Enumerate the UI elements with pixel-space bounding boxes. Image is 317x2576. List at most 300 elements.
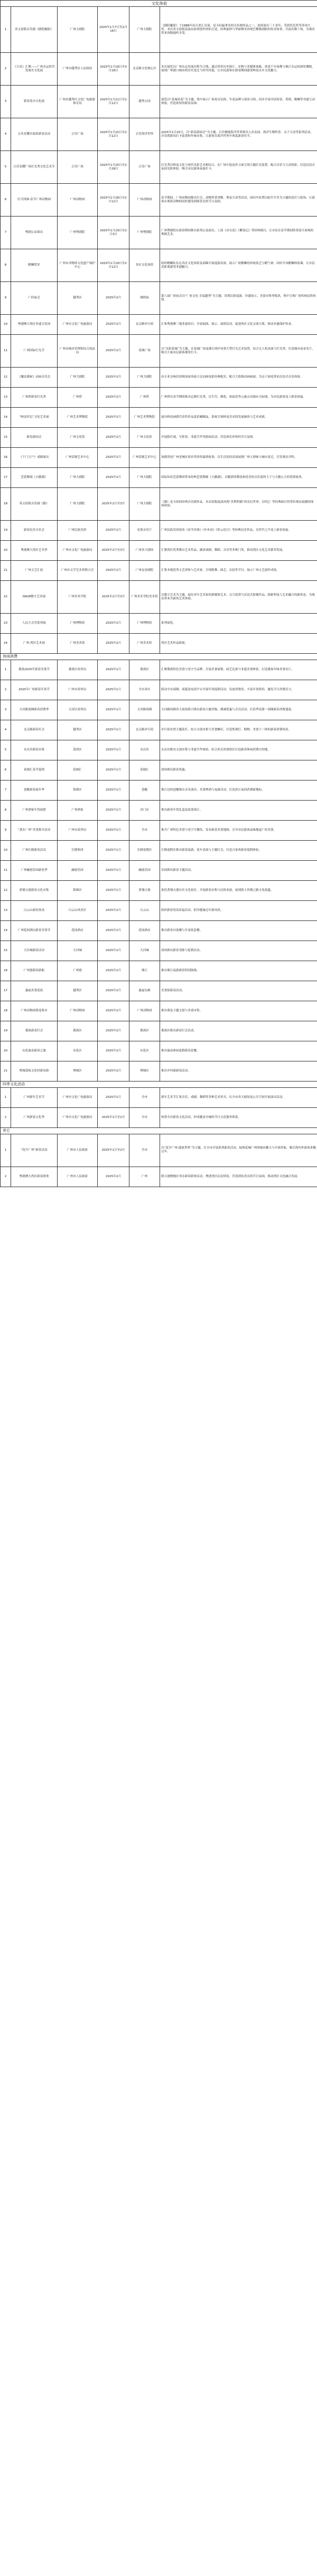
activity-description: 依托黄埔古港历史文化街区，开展新春市集与民俗表演，展现海上丝绸之路文化底蕴。 [160, 881, 317, 901]
row-index: 21 [1, 561, 11, 581]
organizer: 荔湾区 [58, 740, 98, 760]
activity-name: 白云山新春登高 [11, 901, 58, 921]
table-row [1, 660, 317, 680]
activity-description: 由专业交响乐团现场演奏迪士尼动画电影经典配乐，配合大银幕动画画面，为亲子家庭带来沉浸式音乐体验。 [160, 368, 317, 388]
row-index: 18 [1, 1001, 11, 1021]
activity-name: 人民大会堂系列展 [11, 614, 58, 634]
section-header-row [1, 1, 317, 7]
table-row [1, 581, 317, 614]
table-row [1, 1087, 317, 1107]
row-index: 1 [1, 1087, 11, 1107]
organizer: 广州美术学院 [58, 581, 98, 614]
activity-venue: 广州艺术博物院 [129, 408, 160, 428]
activity-description: 推出乡村游新春活动。 [160, 1061, 317, 1082]
organizer: 广州话剧艺术中心 [58, 448, 98, 468]
row-index: 23 [1, 614, 11, 634]
activity-venue: 花城广场 [129, 335, 160, 368]
activity-description: 新年艺术节汇集音乐、戏剧、舞蹈等多种艺术形式，在全市各大剧场及公共空间开展演出活动。 [160, 1087, 317, 1107]
activity-description: 组织新春登高祈福活动，倡导健康过年新风尚。 [160, 901, 317, 921]
activity-description: 步行街布置主题花灯，结合文创市集与美食摊位，打造集观灯、购物、美食于一体的新春消费场景。 [160, 720, 317, 740]
activity-name: GN28数字艺术展 [11, 581, 58, 614]
organizer: 番禺区 [58, 1021, 98, 1041]
activity-name: 广州酒家年货展销 [11, 801, 58, 821]
activity-venue: 北京路步行街 [129, 315, 160, 335]
organizer: 广州酒家 [58, 801, 98, 821]
table-row [1, 1041, 317, 1061]
organizer: 越秀区 [58, 720, 98, 740]
activity-venue: 正佳海洋世界 [129, 118, 160, 151]
organizer: 增城区 [58, 1061, 98, 1082]
activity-name: 琶醍新春嘉年华 [11, 781, 58, 801]
activity-name: 芭蕾舞剧《天鹅湖》 [11, 468, 58, 488]
table-row [1, 941, 317, 961]
row-index: 8 [1, 249, 11, 282]
row-index: 17 [1, 468, 11, 488]
row-index: 14 [1, 408, 11, 428]
activity-name: 花城汇春节促销 [11, 760, 58, 781]
row-index: 2 [1, 53, 11, 86]
section-title: 其它 [1, 1127, 317, 1134]
activity-description: 灯光秀以岭南文化与现代光影艺术相结合，在广场中庭及外立面呈现主题灯光装置，配合音乐与互动投影，打造沉浸式夜间光影体验，吸引市民游客夜游打卡。 [160, 151, 317, 184]
activity-venue: 惠福东路 [129, 981, 160, 1001]
activity-description: 湾区艺术作品联展。 [160, 634, 317, 654]
activity-date: 2025年2月 [98, 1001, 129, 1021]
table-row [1, 781, 317, 801]
row-index: 11 [1, 861, 11, 881]
organizer: 广州大剧院 [58, 7, 98, 53]
activity-date: 2025年2月 [98, 961, 129, 981]
activity-venue: 全市 [129, 821, 160, 841]
row-index: 5 [1, 151, 11, 184]
activity-description: 推出萌宠主题文创与美食市集。 [160, 1001, 317, 1021]
activity-venue: 花城汇 [129, 760, 160, 781]
activity-name: “食在广州”美食推介活动 [11, 821, 58, 841]
row-index: 14 [1, 921, 11, 941]
activity-name: 2025年广州新春年货节 [11, 680, 58, 700]
activity-name: “花开广州”新春活动 [11, 1134, 58, 1167]
activity-venue: 正佳广场 [129, 151, 160, 184]
activity-venue: 广州话剧艺术中心 [129, 448, 160, 468]
activity-date: 2025年2月 [98, 368, 129, 388]
table-row [1, 740, 317, 760]
activity-date: 2025年1月 [98, 801, 129, 821]
organizer: 广州塔 [58, 388, 98, 408]
activity-date: 2025年2月 [98, 282, 129, 315]
row-index: 15 [1, 941, 11, 961]
activity-date: 2025年2月 [98, 941, 129, 961]
organizer: 天河城 [58, 941, 98, 961]
activity-date: 2025年1月至2月 [98, 1107, 129, 1127]
row-index: 6 [1, 184, 11, 217]
activity-venue: 长隆度假区 [129, 841, 160, 861]
table-row [1, 1134, 317, 1167]
organizer: 越秀区 [58, 981, 98, 1001]
activity-venue: 北京路文化核心区 [129, 53, 160, 86]
activity-name: 《魔法满屋》动画音乐会 [11, 368, 58, 388]
activity-venue: 全市 [129, 1134, 160, 1167]
activity-venue: 广州 [129, 1167, 160, 1187]
row-index: 7 [1, 781, 11, 801]
activity-venue: 北京路步行街 [129, 720, 160, 740]
activity-description: 统筹全市新春文化活动，形成覆盖全城的节日文化服务体系。 [160, 1107, 317, 1127]
activity-name: 番禺2025年新春美食节 [11, 660, 58, 680]
activity-description: 以数字艺术为主题，展出青年艺术家的新媒体艺术、交互装置与沉浸式影像作品，探索科技与艺术融合的新形态，为观众带来全新的艺术体验。 [160, 581, 317, 614]
row-index: 18 [1, 488, 11, 521]
activity-date: 2025年2月 [98, 981, 129, 1001]
organizer: 广州港 [58, 961, 98, 981]
activity-venue: 花园酒店 [129, 921, 160, 941]
activity-venue: 各区文化场馆 [129, 249, 160, 282]
activity-description: 长隆度假区推出新春巡游、花车表演与主题灯会，打造合家欢新春度假体验。 [160, 841, 317, 861]
activity-description: 推出新春年货礼盒及盆菜预订。 [160, 801, 317, 821]
table-row [1, 488, 317, 521]
activity-venue: 广州动物园 [129, 1001, 160, 1021]
activity-description: 以“花开广州·盛放世界”为主题，在全市开展系列新春活动，展现花城广州的城市魅力与开放形象，吸引海内外游客来穗过年。 [160, 1134, 317, 1167]
activity-description: 商场推出新春优惠。 [160, 760, 317, 781]
activity-venue: 珠江 [129, 961, 160, 981]
organizer: 从化区 [58, 1041, 98, 1061]
activity-description: 该剧讲述广州老城区街坊邻里的温情故事，以生活化的表演展现广州人情味与城市变迁，引发观众共鸣。 [160, 448, 317, 468]
activity-name: 天河路商圈新春消费季 [11, 700, 58, 720]
row-index: 11 [1, 335, 11, 368]
activity-name: 广州塔新春灯光秀 [11, 388, 58, 408]
activity-venue: 全市 [129, 1087, 160, 1107]
activity-date: 2025年2月 [98, 1041, 129, 1061]
activity-date: 2025年2月至3月 [98, 488, 129, 521]
activity-date: 2025年2月 [98, 614, 129, 634]
activity-venue: 广州文化馆 [129, 428, 160, 448]
table-row [1, 151, 317, 184]
activity-description: 汇聚番禺特色美食与老字号品牌，开展美食展销、厨艺比拼与非遗美食体验，打造番禺年味美食名片。 [160, 660, 317, 680]
activity-venue: 广州友谊剧院 [129, 561, 160, 581]
activity-venue: 各门店 [129, 801, 160, 821]
activity-name: 广州国际灯光节 [11, 335, 58, 368]
organizer: 广州大剧院 [58, 368, 98, 388]
row-index: 6 [1, 760, 11, 781]
activity-date: 2025年1月25日至2月28日 [98, 151, 129, 184]
table-row [1, 541, 317, 561]
activity-description: 汇集粤港澳三地非遗项目，开展展演、展示、展销活动，促进湾区文化交流互鉴，推动非遗保护传承。 [160, 315, 317, 335]
table-row [1, 1001, 317, 1021]
activity-date: 2025年1月21日至2月12日 [98, 86, 129, 118]
table-row [1, 614, 317, 634]
organizer: 白云山风景区 [58, 901, 98, 921]
activity-venue: 城隍庙 [129, 282, 160, 315]
activity-venue: 广州美术学院美术馆 [129, 581, 160, 614]
activity-table [0, 0, 317, 1187]
activity-date: 2025年2月 [98, 1167, 129, 1187]
activity-venue: 星海音乐厅 [129, 521, 160, 541]
activity-name: 粤港澳大湾区非遗文化周 [11, 315, 58, 335]
activity-date: 2025年1月 [98, 680, 129, 700]
activity-venue: 番禺区 [129, 660, 160, 680]
activity-description: 以“光影花城”为主题，在花城广场及珠江两岸布置大型灯光艺术装置，结合无人机表演与灯光秀，打造城市夜景名片，吸引大量市民游客观赏打卡。 [160, 335, 317, 368]
organizer: 广州动物园 [58, 184, 98, 217]
activity-description: 系列展览。 [160, 614, 317, 634]
activity-description: 乐园推出新春主题活动。 [160, 861, 317, 881]
organizer: 广州博物馆 [58, 614, 98, 634]
table-row [1, 468, 317, 488]
activity-venue: 广州粤剧院 [129, 217, 160, 249]
activity-venue: 广州塔 [129, 388, 160, 408]
table-row [1, 720, 317, 740]
organizer: 花城汇 [58, 760, 98, 781]
row-index: 2 [1, 1167, 11, 1187]
activity-name: 新春花市文化展 [11, 86, 58, 118]
table-row [1, 249, 317, 282]
row-index: 17 [1, 981, 11, 1001]
organizer: 广州市文化广电旅游局 [58, 541, 98, 561]
activity-venue: 广州大剧院 [129, 368, 160, 388]
activity-venue: 广州大剧院 [129, 468, 160, 488]
organizer: 天河区商务局 [58, 700, 98, 720]
row-index: 2 [1, 680, 11, 700]
row-index: 3 [1, 700, 11, 720]
activity-venue: 广州美术馆 [129, 634, 160, 654]
organizer: 广州市越秀区文化广电旅游体育局 [58, 86, 98, 118]
activity-name: 广州新年艺术节 [11, 1087, 58, 1107]
activity-description: 番禺区推出新春灯会活动。 [160, 1021, 317, 1041]
table-row [1, 118, 317, 151]
table-row [1, 921, 317, 941]
table-row [1, 448, 317, 468]
activity-venue: 全市 [129, 1107, 160, 1127]
row-index: 9 [1, 821, 11, 841]
activity-description: 汇集本地优秀文艺团体与艺术家，呈现歌舞、曲艺、杂技等节目，展示广州文艺创作成果。 [160, 561, 317, 581]
table-row [1, 841, 317, 861]
activity-date: 2025年1月 [98, 781, 129, 801]
section-header-row [1, 1127, 317, 1134]
row-index: 22 [1, 581, 11, 614]
table-row [1, 1107, 317, 1127]
organizer: 广州市人民政府 [58, 1134, 98, 1167]
table-row [1, 184, 317, 217]
table-row [1, 821, 317, 841]
table-row [1, 1167, 317, 1187]
activity-name: “岭南印记”文化艺术展 [11, 408, 58, 428]
activity-name: 新春游园会 [11, 428, 58, 448]
row-index: 20 [1, 1041, 11, 1061]
activity-date: 2025年2月 [98, 634, 129, 654]
activity-description: 国际知名芭蕾舞团带来经典芭蕾舞剧《天鹅湖》，以精湛的舞技和优美的音乐演绎王子与天鹅公主的爱情故事。 [160, 468, 317, 488]
organizer: 广州市商务局 [58, 680, 98, 700]
activity-date: 2025年2月 [98, 901, 129, 921]
activity-description: 推介广州特色美食与老字号餐饮，发布新春美食地图，引导市民游客品味地道广府美食。 [160, 821, 317, 841]
activity-name: 《千门万户》戏剧演出 [11, 448, 58, 468]
activity-description: 推出新春自助餐与年夜饭套餐。 [160, 921, 317, 941]
activity-date: 2025年1月 [98, 1087, 129, 1107]
activity-name: 英文原版音乐剧《剧院魅影》 [11, 7, 58, 53]
section-title: 四季文化活动 [1, 1082, 317, 1088]
activity-name: 广州长隆新春活动 [11, 841, 58, 861]
organizer: 融创乐园 [58, 861, 98, 881]
activity-date: 2025年2月 [98, 428, 129, 448]
row-index: 7 [1, 217, 11, 249]
activity-venue: 广州博物馆 [129, 614, 160, 634]
table-row [1, 861, 317, 881]
table-row [1, 634, 317, 654]
table-row [1, 1061, 317, 1082]
activity-date: 2025年2月 [98, 1061, 129, 1082]
row-index: 4 [1, 720, 11, 740]
table-row [1, 801, 317, 821]
activity-name: 《天星》汇聚——广州水运时代发展史文化展 [11, 53, 58, 86]
row-index: 21 [1, 1061, 11, 1082]
activity-description: 美食街新春活动。 [160, 981, 317, 1001]
activity-date: 2025年2月 [98, 408, 129, 428]
row-index: 10 [1, 841, 11, 861]
activity-date: 2025年1月 [98, 841, 129, 861]
table-row [1, 981, 317, 1001]
activity-description: 本次展览以广州水运发展历程为主线，通过珍贵历史图片、实物与多媒体展陈，讲述千年商都与珠江水运的深厚渊源，展现广州港口城市的历史变迁与时代风貌，让市民游客在新春期间感受岭南水乡文化魅力。 [160, 53, 317, 86]
activity-name: 粤港澳大湾区新春联欢 [11, 1167, 58, 1187]
activity-description: 推出珠江夜游新春特别航线。 [160, 961, 317, 981]
activity-date: 2025年2月 [98, 335, 129, 368]
activity-name: 英文原版音乐剧《猫》 [11, 488, 58, 521]
activity-venue: 从化区 [129, 1041, 160, 1061]
organizer: 广州艺术博物院 [58, 408, 98, 428]
organizer: 海珠区 [58, 781, 98, 801]
activity-description: 推出温泉休闲度假新春套餐。 [160, 1041, 317, 1061]
activity-date: 2025年2月 [98, 448, 129, 468]
table-row [1, 217, 317, 249]
row-index: 20 [1, 541, 11, 561]
table-row [1, 901, 317, 921]
table-row [1, 881, 317, 901]
activity-description: 第八届广府庙会以“广府文化·幸福越秀”为主题，设置民俗巡游、非遗展示、美食市集等板块，集中呈现广府传统民俗风情。 [160, 282, 317, 315]
activity-date: 2025年2月 [98, 921, 129, 941]
activity-date: 2025年2月 [98, 388, 129, 408]
activity-date: 2025年1月 [98, 861, 129, 881]
table-row [1, 53, 317, 86]
organizer: 广州文化馆 [58, 428, 98, 448]
table-row [1, 388, 317, 408]
organizer: 广州粤剧院 [58, 217, 98, 249]
activity-venue: 广州大剧院 [129, 488, 160, 521]
activity-name: 广州融创乐园新春季 [11, 861, 58, 881]
section-title: 文化体验 [1, 1, 317, 7]
row-index: 19 [1, 1021, 11, 1041]
activity-name: 广州文艺汇演 [11, 561, 58, 581]
table-row [1, 315, 317, 335]
activity-description: 展览以“花城看花”为主题，集中展示广府花市民俗、年花品种与迎春习俗，同步开展书法挥春、剪纸、醒狮等非遗互动体验，营造浓厚的新春氛围。 [160, 86, 317, 118]
activity-name: 正佳星耀广场灯光秀文化艺术节 [11, 151, 58, 184]
activity-venue: 增城区 [129, 1061, 160, 1082]
row-index: 3 [1, 86, 11, 118]
row-index: 12 [1, 368, 11, 388]
activity-venue: 融创乐园 [129, 861, 160, 881]
activity-venue: 白云山 [129, 901, 160, 921]
activity-description: 联动全市商圈、商超及电商平台开展年货促销活动，发放消费券，丰富年货供给，激发节日消费活力。 [160, 680, 317, 700]
activity-name: 广州·湾区艺术展 [11, 634, 58, 654]
table-row [1, 408, 317, 428]
activity-date: 2025年2月至3月 [98, 581, 129, 614]
activity-date: 2025年1月 [98, 881, 129, 901]
activity-description: 永庆坊推出文创市集与非遗手作体验，结合西关风情街区打造新春休闲消费目的地。 [160, 740, 317, 760]
row-index: 13 [1, 901, 11, 921]
activity-date: 2025年1月29日至2月3日 [98, 217, 129, 249]
activity-venue: 永庆坊 [129, 740, 160, 760]
table-row [1, 7, 317, 53]
organizer: 广州市非物质文化遗产保护中心 [58, 249, 98, 282]
table-row [1, 368, 317, 388]
activity-date: 2025年2月至3月 [98, 541, 129, 561]
activity-date: 2025年2月 [98, 468, 129, 488]
table-row [1, 700, 317, 720]
activity-name: 粤港澳大湾区艺术季 [11, 541, 58, 561]
row-index: 2 [1, 1107, 11, 1127]
table-row [1, 282, 317, 315]
activity-name: 北京路新春灯会 [11, 720, 58, 740]
activity-date: 2025年1月 [98, 700, 129, 720]
row-index: 4 [1, 118, 11, 151]
organizer: 广州美术馆 [58, 634, 98, 654]
row-index: 19 [1, 521, 11, 541]
organizer: 广州市人民政府 [58, 1167, 98, 1187]
activity-description: 2025年1月25日，以“新春游园会”为主题，正佳极地海洋世界推出人鱼表演、海洋生物科普、亲子互动等系列活动，并设置新春打卡装置和年味市集，让游客在海洋世界中欢度新春佳节。 [160, 118, 317, 151]
row-index: 1 [1, 660, 11, 680]
organizer: 广州民族乐团 [58, 521, 98, 541]
activity-description: 广州粤剧院在新春期间推出系列公益演出，上演《帝女花》《紫钗记》等经典剧目，让市民在春节期间欣赏原汁原味的粤剧艺术。 [160, 217, 317, 249]
activity-venue: 广州大剧院 [129, 7, 160, 53]
row-index: 5 [1, 740, 11, 760]
activity-name: 从化温泉新春之旅 [11, 1041, 58, 1061]
organizer: 海珠区 [58, 881, 98, 901]
organizer: 广州动物园 [58, 1001, 98, 1021]
activity-venue: 越秀公园 [129, 86, 160, 118]
activity-description: 商场推出新春美陈与促销活动。 [160, 941, 317, 961]
row-index: 12 [1, 881, 11, 901]
activity-date: 2025年2月 [98, 315, 129, 335]
row-index: 24 [1, 634, 11, 654]
activity-description: 广州塔在春节期间推出定制灯光秀，以生肖、烟花、祝福语等元素点亮城市天际线，为市民游客送上新春祝福。 [160, 388, 317, 408]
section-title: 休闲消费 [1, 654, 317, 660]
organizer: 广州市越秀区人民政府 [58, 53, 98, 86]
organizer: 广州大剧院 [58, 468, 98, 488]
activity-venue: 黄埔古港 [129, 881, 160, 901]
organizer: 花园酒店 [58, 921, 98, 941]
section-header-row [1, 1082, 317, 1088]
row-index: 16 [1, 961, 11, 981]
activity-description: 天河路商圈各大商场联合推出新春主题美陈、满减优惠与会员活动，打造华南第一商圈新春消费盛宴。 [160, 700, 317, 720]
organizer: 广州市城市管理和综合执法局 [58, 335, 98, 368]
activity-name: 永庆坊新春市集 [11, 740, 58, 760]
activity-date: 2025年1月 [98, 720, 129, 740]
activity-date: 2025年2月 [98, 521, 129, 541]
activity-description: 珠江边的琶醍推出音乐演出、美食啤酒与夜游活动，打造滨江夜间消费新地标。 [160, 781, 317, 801]
activity-date: 2025年1月28日至2月12日 [98, 184, 129, 217]
row-index: 1 [1, 7, 11, 53]
activity-name: 粤剧公益演出 [11, 217, 58, 249]
organizer: 番禺区商务局 [58, 660, 98, 680]
activity-name: 广州新春文化季 [11, 1107, 58, 1127]
row-index: 9 [1, 282, 11, 315]
organizer: 正佳广场 [58, 118, 98, 151]
organizer: 广州大剧院 [58, 488, 98, 521]
activity-name: 广州港新春游船 [11, 961, 58, 981]
row-index: 10 [1, 315, 11, 335]
activity-description: 展出岭南画派代表性作品及馆藏精品，系统呈现岭南美术的发展脉络与艺术成就。 [160, 408, 317, 428]
activity-date: 2025年1月至2月 [98, 1134, 129, 1167]
row-index: 15 [1, 428, 11, 448]
activity-description: 《剧院魅影》于1988年由百老汇首演，是韦伯最著名的音乐剧作品之一，连续演出三十余年，荣获托尼奖等多项大奖。本次英文原版巡演由原班创作团队打造，经典旋律与华丽舞美再现巴黎歌剧院的传奇故事，共演出数十场，为观众带来顶级视听享受。 [160, 7, 317, 53]
activity-date: 2025年1月18日至3月18日 [98, 53, 129, 86]
activity-name: 天河城新春活动 [11, 941, 58, 961]
activity-venue: 琶醍 [129, 781, 160, 801]
table-row [1, 1021, 317, 1041]
activity-venue: 广州动物园 [129, 184, 160, 217]
activity-name: 广府庙会 [11, 282, 58, 315]
